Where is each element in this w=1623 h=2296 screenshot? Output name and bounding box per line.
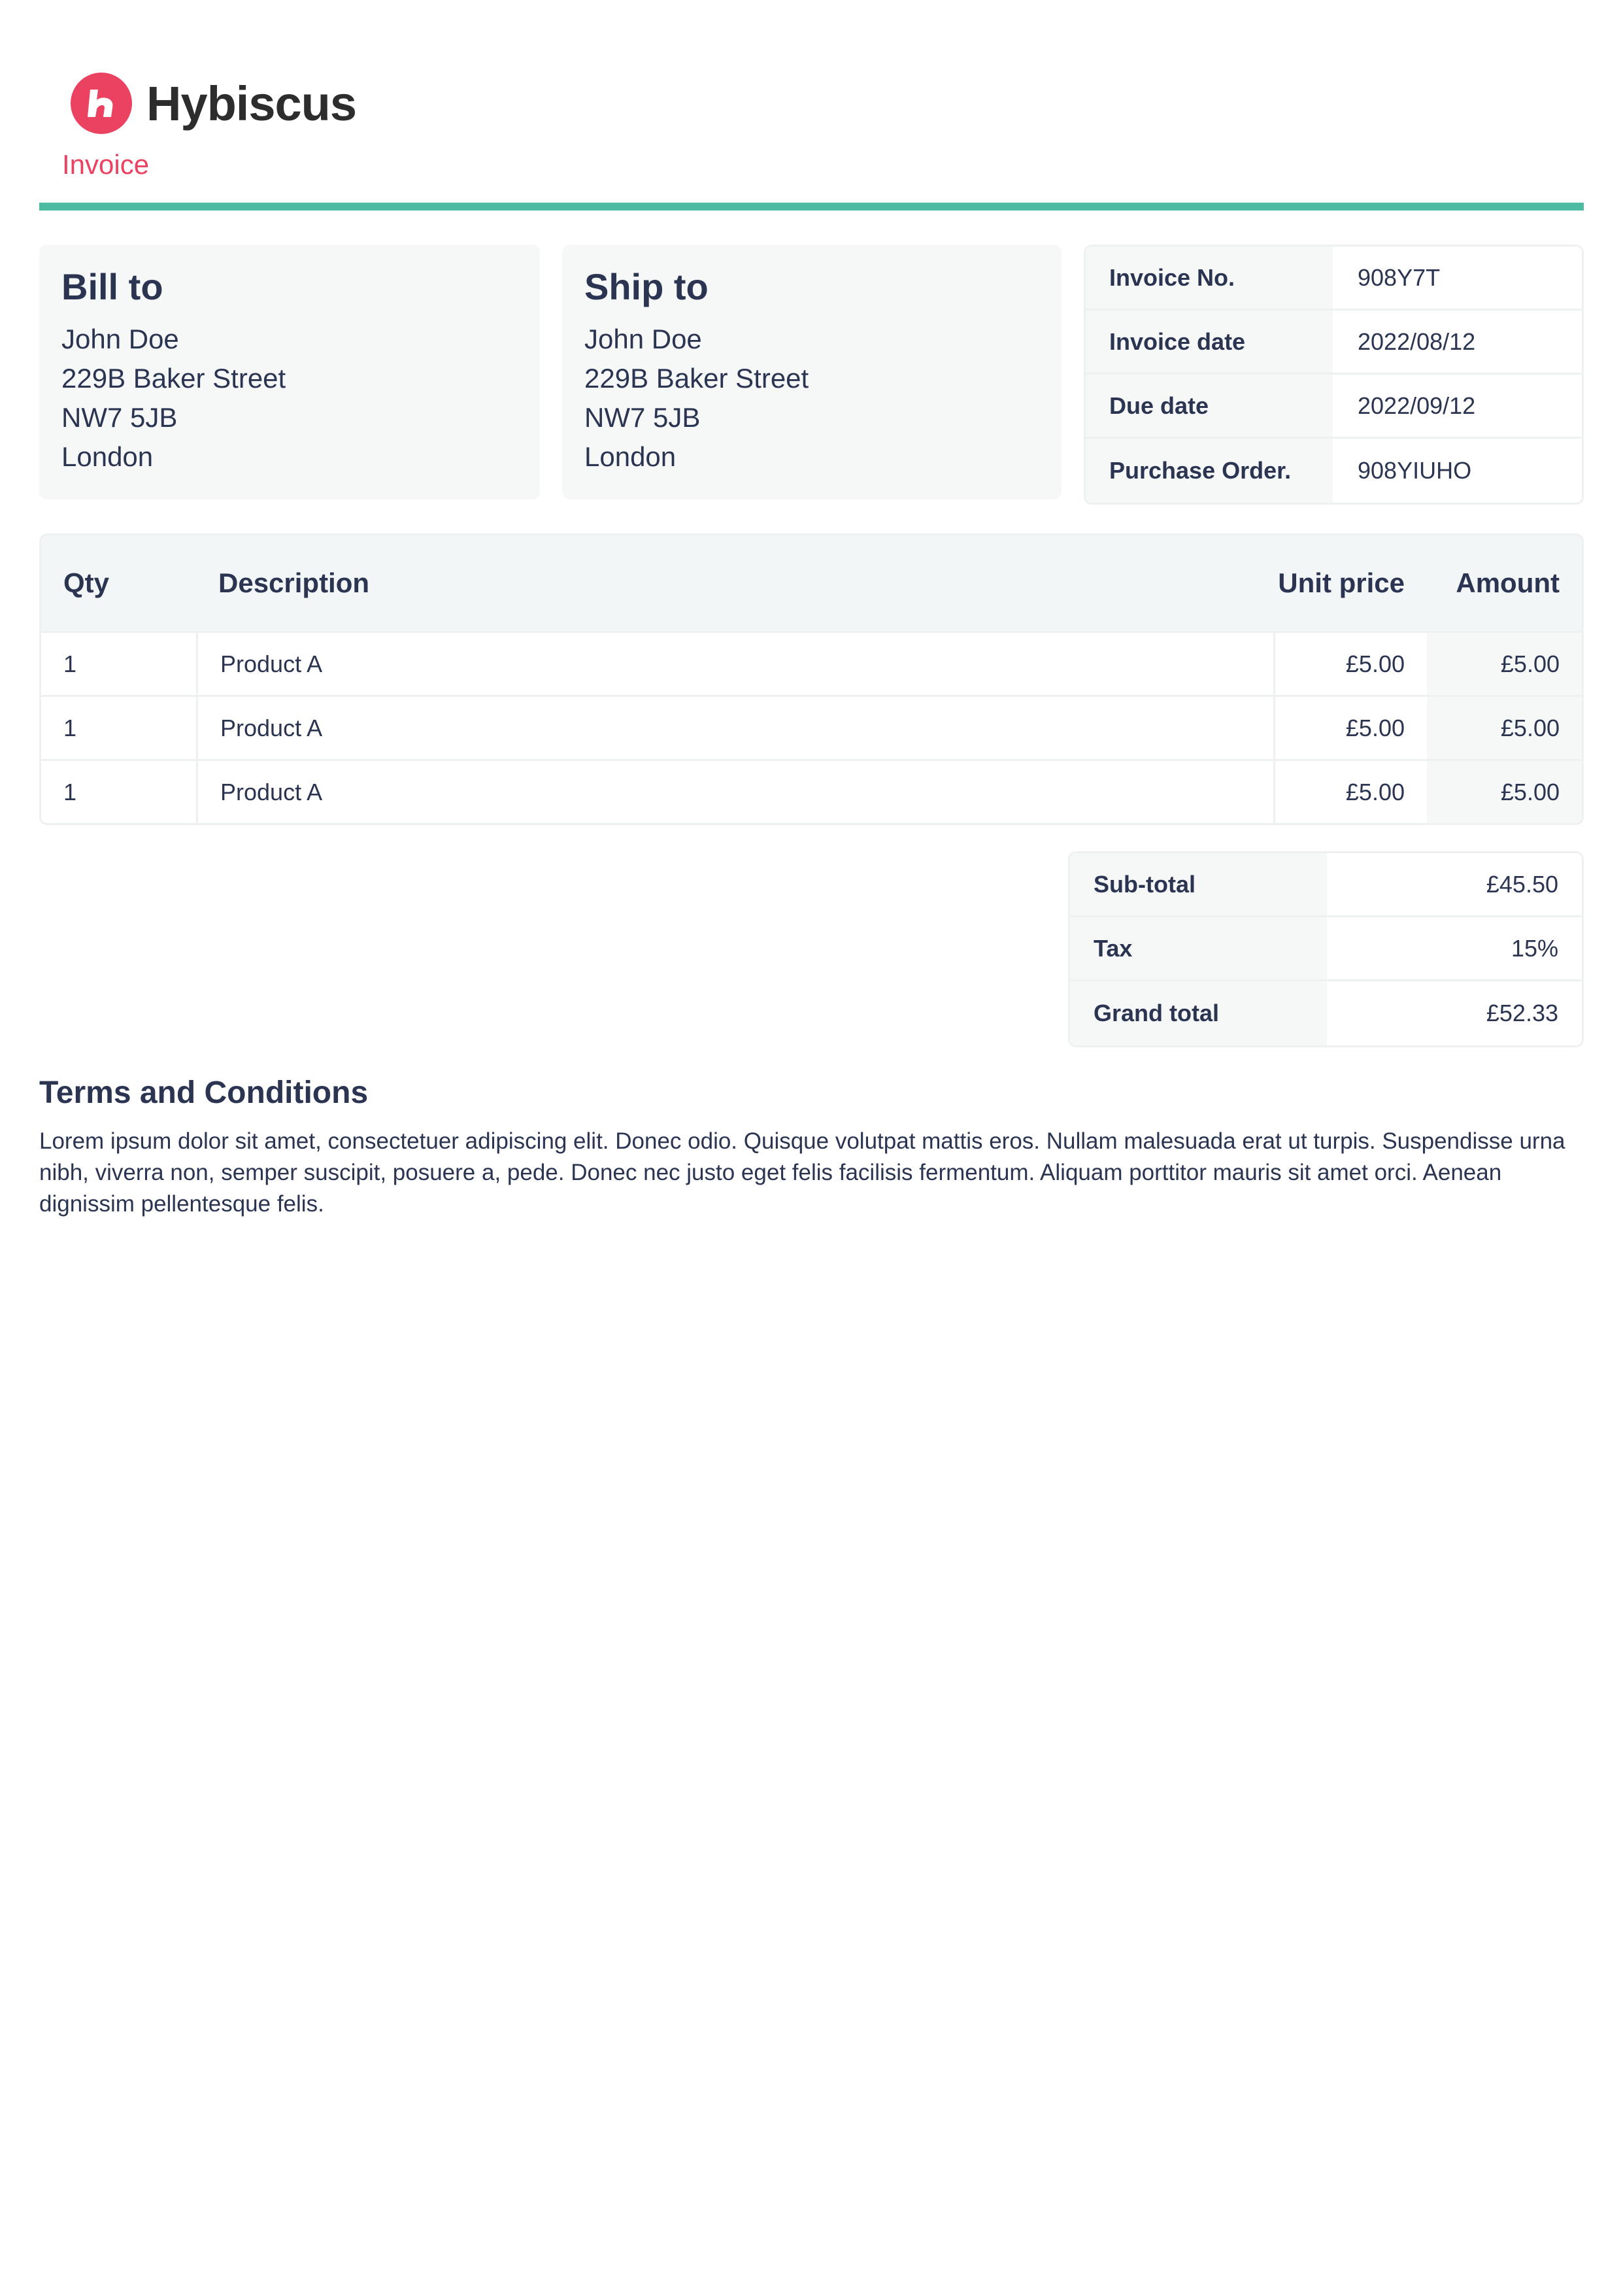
- meta-value: 2022/08/12: [1333, 311, 1582, 373]
- totals-label: Sub-total: [1070, 853, 1327, 915]
- table-row: [41, 695, 1582, 759]
- column-header-description: Description: [218, 567, 370, 598]
- cell-amount: £5.00: [1427, 633, 1582, 695]
- cell-description: Product A: [196, 633, 1273, 695]
- column-header-qty: Qty: [63, 567, 110, 598]
- ship-to-street: 229B Baker Street: [584, 363, 809, 394]
- meta-value: 908YIUHO: [1333, 439, 1582, 503]
- totals-row-subtotal: [1070, 853, 1582, 917]
- column-header-amount: Amount: [1456, 567, 1560, 598]
- meta-label: Purchase Order.: [1086, 439, 1333, 503]
- meta-label: Invoice No.: [1086, 246, 1333, 309]
- hybiscus-logo-icon: [71, 73, 132, 134]
- meta-label: Invoice date: [1086, 311, 1333, 373]
- table-row: [41, 631, 1582, 695]
- bill-to-street: 229B Baker Street: [61, 363, 286, 394]
- meta-value: 908Y7T: [1333, 246, 1582, 309]
- ship-to-postcode: NW7 5JB: [584, 402, 701, 433]
- document-type-label: Invoice: [62, 149, 150, 180]
- totals-value: £52.33: [1327, 981, 1582, 1045]
- meta-value: 2022/09/12: [1333, 375, 1582, 437]
- totals-row-tax: [1070, 917, 1582, 981]
- meta-row-purchase-order: [1086, 439, 1582, 503]
- line-items-table: [39, 533, 1584, 825]
- ship-to-city: London: [584, 441, 677, 472]
- cell-amount: £5.00: [1427, 697, 1582, 759]
- invoice-meta-table: [1084, 245, 1584, 505]
- ship-to-title: Ship to: [584, 266, 709, 307]
- cell-unit-price: £5.00: [1273, 697, 1427, 759]
- cell-qty: 1: [63, 778, 77, 805]
- cell-description: Product A: [196, 697, 1273, 759]
- ship-to-card: [562, 245, 1062, 499]
- totals-row-grand-total: [1070, 981, 1582, 1045]
- terms-body: Lorem ipsum dolor sit amet, consectetuer adipiscing elit. Donec odio. Quisque volutpat mattis eros. Nullam malesuada erat ut turpis. Suspendisse urna nibh, viverra non, semper suscipit, posuere a, pede. Donec nec justo eget felis facilisis fermentum. Aliquam porttitor mauris sit amet orci. Aenean dignissim pellentesque felis.: [39, 1128, 1565, 1217]
- totals-label: Tax: [1070, 917, 1327, 979]
- bill-to-card: [39, 245, 540, 499]
- cell-qty: 1: [63, 714, 77, 741]
- meta-label: Due date: [1086, 375, 1333, 437]
- ship-to-name: John Doe: [584, 324, 702, 354]
- totals-value: 15%: [1327, 917, 1582, 979]
- terms-title: Terms and Conditions: [39, 1075, 369, 1110]
- column-header-unit-price: Unit price: [1278, 567, 1405, 598]
- totals-table: [1068, 851, 1584, 1047]
- meta-row-invoice-no: [1086, 246, 1582, 311]
- totals-value: £45.50: [1327, 853, 1582, 915]
- bill-to-city: London: [61, 441, 154, 472]
- brand-name: Hybiscus: [146, 76, 357, 131]
- meta-row-invoice-date: [1086, 311, 1582, 375]
- bill-to-postcode: NW7 5JB: [61, 402, 178, 433]
- bill-to-name: John Doe: [61, 324, 179, 354]
- meta-row-due-date: [1086, 375, 1582, 439]
- cell-description: Product A: [196, 761, 1273, 823]
- cell-qty: 1: [63, 650, 77, 677]
- brand: [71, 72, 356, 135]
- cell-amount: £5.00: [1427, 761, 1582, 823]
- header-divider: [39, 203, 1584, 211]
- table-row: [41, 759, 1582, 823]
- bill-to-title: Bill to: [61, 266, 163, 307]
- cell-unit-price: £5.00: [1273, 761, 1427, 823]
- cell-unit-price: £5.00: [1273, 633, 1427, 695]
- totals-label: Grand total: [1070, 981, 1327, 1045]
- logo-glyph: [82, 84, 120, 122]
- table-header-row: [41, 535, 1582, 631]
